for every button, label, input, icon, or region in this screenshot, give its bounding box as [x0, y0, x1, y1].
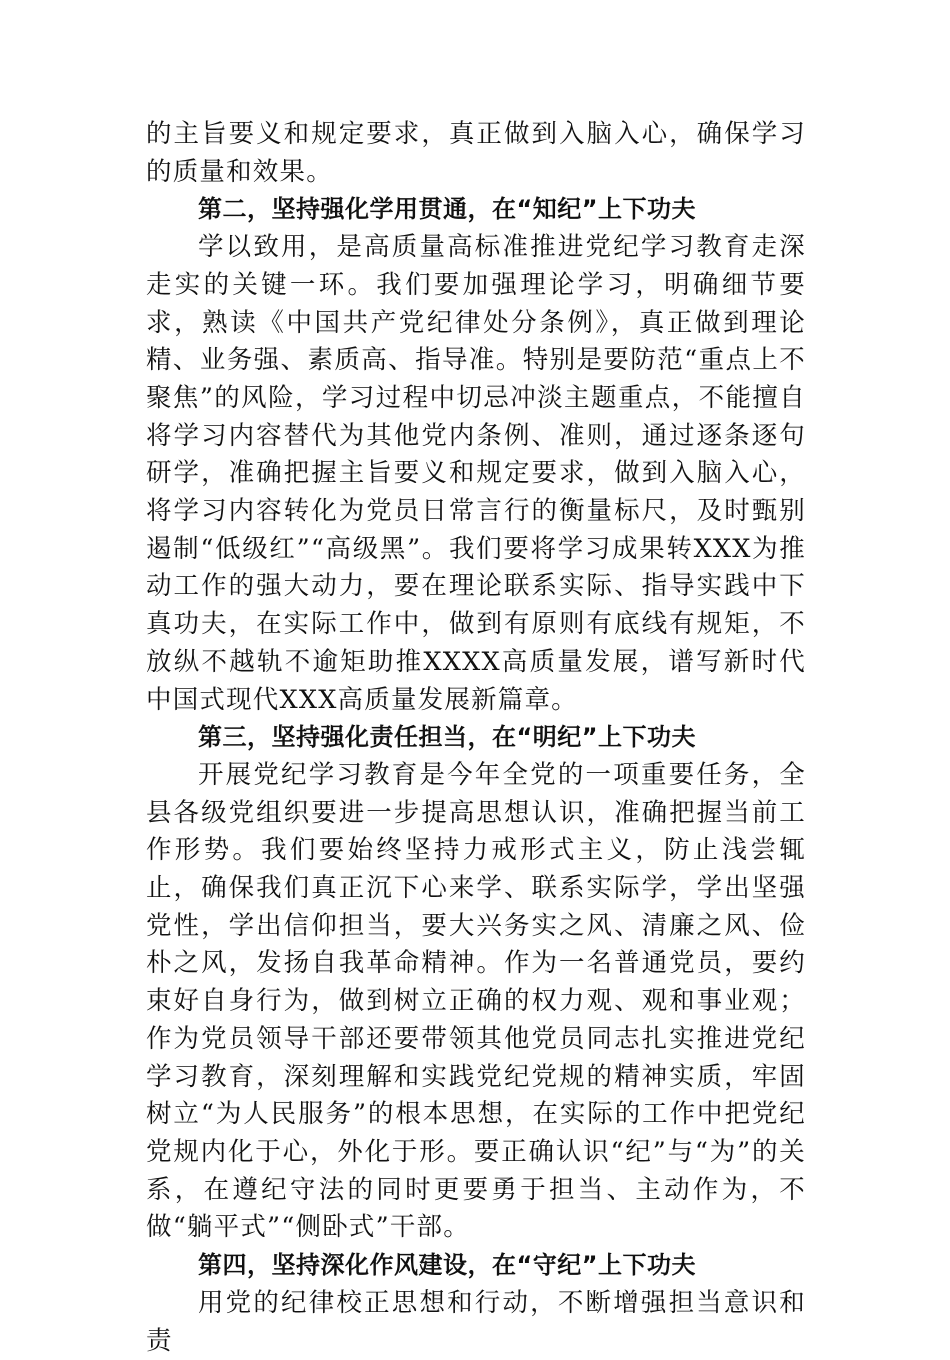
section-heading-second: 第二，坚持强化学用贯通，在“知纪”上下功夫	[198, 195, 697, 224]
paragraph-third-section: 开展党纪学习教育是今年全党的一项重要任务，全县各级党组织要进一步提高思想认识，准确把握当前工作形势。我们要始终坚持力戒形式主义，防止浅尝辄止，确保我们真正沉下心来学、联系实际学，学出坚强党性，学出信仰担当，要大兴务实之风、清廉之风、俭朴之风，发扬自我革命精神。作为一名普通党员，要约束好自身行为，做到树立正确的权力观、观和事业观；作为党员领导干部还要带领其他党员同志扎实推进党纪学习教育，深刻理解和实践党纪党规的精神实质，牢固树立“为人民服务”的根本思想，在实际的工作中把党纪党规内化于心，外化于形。要正确认识“纪”与“为”的关系，在遵纪守法的同时更要勇于担当、主动作为，不做“躺平式”“侧卧式”干部。	[146, 759, 806, 1243]
paragraph-second-section: 学以致用，是高质量高标准推进党纪学习教育走深走实的关键一环。我们要加强理论学习，明确细节要求，熟读《中国共产党纪律处分条例》，真正做到理论精、业务强、素质高、指导准。特别是要防范“重点上不聚焦”的风险，学习过程中切忌冲淡主题重点，不能擅自将学习内容替代为其他党内条例、准则，通过逐条逐句研学，准确把握主旨要义和规定要求，做到入脑入心，将学习内容转化为党员日常言行的衡量标尺，及时甄别遏制“低级红”“高级黑”。我们要将学习成果转XXX为推动工作的强大动力，要在理论联系实际、指导实践中下真功夫，在实际工作中，做到有原则有底线有规矩，不放纵不越轨不逾矩助推XXXX高质量发展，谱写新时代中国式现代XXX高质量发展新篇章。	[146, 232, 806, 715]
document-page	[146, 116, 806, 1360]
section-heading-fourth: 第四，坚持深化作风建设，在“守纪”上下功夫	[198, 1251, 697, 1280]
paragraph-continuation: 的主旨要义和规定要求，真正做到入脑入心，确保学习的质量和效果。	[146, 119, 806, 187]
paragraph-fourth-section: 用党的纪律校正思想和行动，不断增强担当意识和责	[146, 1287, 806, 1356]
section-heading-third: 第三，坚持强化责任担当，在“明纪”上下功夫	[198, 723, 697, 752]
